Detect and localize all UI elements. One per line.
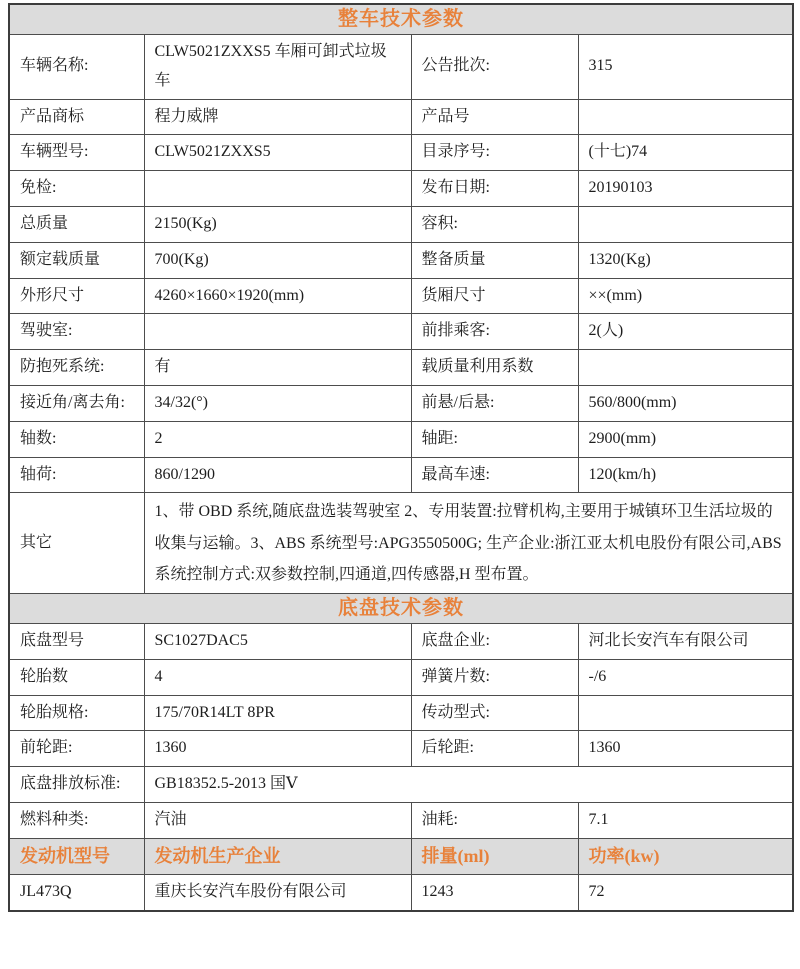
param-label-cell: 目录序号: [411, 135, 578, 171]
param-label-cell: 免检: [9, 171, 144, 207]
param-value-cell: 2(人) [578, 314, 793, 350]
param-label-cell: 传动型式: [411, 695, 578, 731]
param-value-cell: 175/70R14LT 8PR [144, 695, 411, 731]
param-value-cell: -/6 [578, 659, 793, 695]
param-label-cell: 前轮距: [9, 731, 144, 767]
param-label-cell: 防抱死系统: [9, 350, 144, 386]
chassis-params-row [9, 802, 793, 838]
vehicle-params-row [9, 171, 793, 207]
param-label-cell: 驾驶室: [9, 314, 144, 350]
param-label-cell: 后轮距: [411, 731, 578, 767]
param-label-cell: 燃料种类: [9, 802, 144, 838]
param-value-cell: 2150(Kg) [144, 206, 411, 242]
param-label-cell: 总质量 [9, 206, 144, 242]
param-value-cell: 72 [578, 874, 793, 910]
param-value-cell: 4260×1660×1920(mm) [144, 278, 411, 314]
param-value-cell: 有 [144, 350, 411, 386]
param-value-cell: 重庆长安汽车股份有限公司 [144, 874, 411, 910]
param-value-cell: 1360 [144, 731, 411, 767]
param-label-cell: 轮胎规格: [9, 695, 144, 731]
param-value-cell: 860/1290 [144, 457, 411, 493]
param-label-cell: 轴荷: [9, 457, 144, 493]
param-value-cell: 7.1 [578, 802, 793, 838]
param-label-cell: 接近角/离去角: [9, 385, 144, 421]
param-label-cell: 容积: [411, 206, 578, 242]
vehicle-params-row [9, 135, 793, 171]
param-value-cell [578, 99, 793, 135]
param-value-cell: 汽油 [144, 802, 411, 838]
param-label-cell: 发布日期: [411, 171, 578, 207]
param-label-cell: 产品号 [411, 99, 578, 135]
vehicle-params-row [9, 385, 793, 421]
vehicle-params-row [9, 278, 793, 314]
param-value-cell: 315 [578, 35, 793, 100]
param-value-cell: 程力威牌 [144, 99, 411, 135]
param-value-cell: CLW5021ZXXS5 车厢可卸式垃圾车 [144, 35, 411, 100]
param-value-cell [578, 350, 793, 386]
chassis-params-row [9, 623, 793, 659]
param-value-cell [578, 206, 793, 242]
param-value-cell: 1360 [578, 731, 793, 767]
param-value-cell: 1320(Kg) [578, 242, 793, 278]
chassis-params-row [9, 659, 793, 695]
param-value-cell: (十七)74 [578, 135, 793, 171]
param-label-cell: 底盘型号 [9, 623, 144, 659]
engine-header-cell: 功率(kw) [578, 838, 793, 874]
param-label-cell: 车辆名称: [9, 35, 144, 100]
engine-header-cell: 发动机生产企业 [144, 838, 411, 874]
param-value-cell: 4 [144, 659, 411, 695]
vehicle-params-row [9, 421, 793, 457]
vehicle-params-row [9, 35, 793, 100]
param-label-cell: 载质量利用系数 [411, 350, 578, 386]
param-label-cell: JL473Q [9, 874, 144, 910]
vehicle-params-header-row [9, 4, 793, 35]
vehicle-params-row [9, 493, 793, 594]
param-value-cell: 120(km/h) [578, 457, 793, 493]
param-label-cell: 底盘企业: [411, 623, 578, 659]
param-label-cell: 轴距: [411, 421, 578, 457]
vehicle-params-row [9, 99, 793, 135]
vehicle-params-row [9, 350, 793, 386]
param-label-cell: 轴数: [9, 421, 144, 457]
param-value-cell: 河北长安汽车有限公司 [578, 623, 793, 659]
param-label-cell: 轮胎数 [9, 659, 144, 695]
vehicle-params-header: 整车技术参数 [9, 4, 793, 35]
param-value-cell: CLW5021ZXXS5 [144, 135, 411, 171]
spec-table-body [9, 4, 793, 911]
param-label-cell: 油耗: [411, 802, 578, 838]
chassis-params-header: 底盘技术参数 [9, 593, 793, 623]
chassis-params-row [9, 767, 793, 803]
chassis-params-row [9, 695, 793, 731]
param-value-cell: 700(Kg) [144, 242, 411, 278]
param-label-cell: 整备质量 [411, 242, 578, 278]
param-label-cell: 公告批次: [411, 35, 578, 100]
engine-params-header-row [9, 838, 793, 874]
param-value-cell: 1、带 OBD 系统,随底盘选装驾驶室 2、专用装置:拉臂机构,主要用于城镇环卫生活垃圾的收集与运输。3、ABS 系统型号:APG3550500G; 生产企业:浙江亚太机电股份有限公司,ABS 系统控制方式:双参数控制,四通道,四传感器,H 型布置。 [144, 493, 793, 594]
param-label-cell: 外形尺寸 [9, 278, 144, 314]
chassis-params-row [9, 731, 793, 767]
vehicle-params-row [9, 314, 793, 350]
param-label-cell: 前排乘客: [411, 314, 578, 350]
engine-header-cell: 发动机型号 [9, 838, 144, 874]
param-label-cell: 弹簧片数: [411, 659, 578, 695]
param-label-cell: 底盘排放标准: [9, 767, 144, 803]
param-label-cell: 产品商标 [9, 99, 144, 135]
param-value-cell: SC1027DAC5 [144, 623, 411, 659]
chassis-params-header-row [9, 593, 793, 623]
param-value-cell: 2900(mm) [578, 421, 793, 457]
param-label-cell: 最高车速: [411, 457, 578, 493]
param-value-cell: GB18352.5-2013 国Ⅴ [144, 767, 793, 803]
param-value-cell: 2 [144, 421, 411, 457]
param-label-cell: 车辆型号: [9, 135, 144, 171]
param-label-cell: 货厢尺寸 [411, 278, 578, 314]
param-label-cell: 前悬/后悬: [411, 385, 578, 421]
spec-table [8, 3, 794, 912]
engine-params-row [9, 874, 793, 910]
param-value-cell: 20190103 [578, 171, 793, 207]
vehicle-params-row [9, 242, 793, 278]
vehicle-params-row [9, 206, 793, 242]
vehicle-params-row [9, 457, 793, 493]
engine-header-cell: 排量(ml) [411, 838, 578, 874]
param-label-cell: 其它 [9, 493, 144, 594]
param-label-cell: 1243 [411, 874, 578, 910]
param-value-cell: ××(mm) [578, 278, 793, 314]
param-value-cell [144, 171, 411, 207]
param-value-cell: 560/800(mm) [578, 385, 793, 421]
param-value-cell [144, 314, 411, 350]
param-label-cell: 额定载质量 [9, 242, 144, 278]
param-value-cell: 34/32(°) [144, 385, 411, 421]
param-value-cell [578, 695, 793, 731]
